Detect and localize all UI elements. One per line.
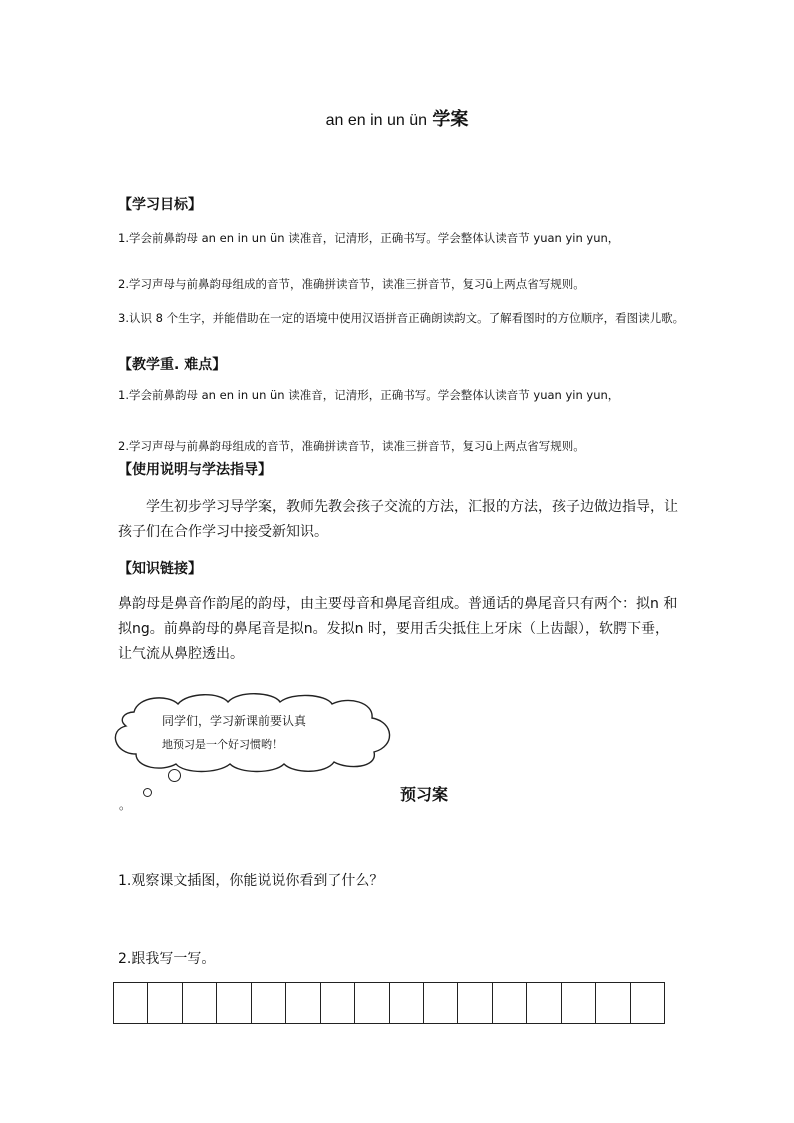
writing-grid-cell xyxy=(630,983,664,1024)
thought-bubble-large xyxy=(168,769,181,782)
writing-grid-cell xyxy=(596,983,630,1024)
question-1: 1.观察课文插图，你能说说你看到了什么？ xyxy=(118,873,384,889)
cloud-text-line-2: 地预习是一个好习惯哟！ xyxy=(162,738,283,751)
cloud-text-line-1: 同学们，学习新课前要认真 xyxy=(162,714,307,728)
writing-grid-cell xyxy=(148,983,182,1024)
thought-cloud-icon xyxy=(104,690,404,775)
writing-grid-cell xyxy=(458,983,492,1024)
writing-grid-cell xyxy=(114,983,148,1024)
key-point-item-2: 2.学习声母与前鼻韵母组成的音节，准确拼读音节，读准三拼音节，复习ü上两点省写规则。 xyxy=(118,439,585,453)
stray-mark: 。 xyxy=(119,798,132,812)
thought-bubble-small xyxy=(143,788,152,797)
key-point-item-1: 1.学会前鼻韵母 an en in un ün 读准音，记清形，正确书写。学会整体认读音节 yuan yin yun， xyxy=(118,388,620,402)
title-pinyin: an en in un ün xyxy=(325,112,427,129)
goal-item-3: 3.认识 8 个生字，并能借助在一定的语境中使用汉语拼音正确朗读韵文。了解看图时的方位顺序，看图读儿歌。 xyxy=(118,311,685,325)
writing-grid-cell xyxy=(320,983,354,1024)
guide-heading: 【使用说明与学法指导】 xyxy=(118,462,272,478)
writing-grid-cell xyxy=(217,983,251,1024)
key-points-heading: 【教学重. 难点】 xyxy=(118,357,227,373)
writing-grid-cell xyxy=(182,983,216,1024)
question-2: 2.跟我写一写。 xyxy=(118,951,216,967)
knowledge-heading: 【知识链接】 xyxy=(118,561,202,577)
writing-grid-row xyxy=(114,983,665,1024)
writing-grid-cell xyxy=(286,983,320,1024)
writing-grid-cell xyxy=(492,983,526,1024)
goal-item-1: 1.学会前鼻韵母 an en in un ün 读准音，记清形，正确书写。学会整体认读音节 yuan yin yun， xyxy=(118,231,620,245)
writing-grid-cell xyxy=(389,983,423,1024)
title-suffix: 学案 xyxy=(432,109,469,130)
knowledge-text: 鼻韵母是鼻音作韵尾的韵母，由主要母音和鼻尾音组成。普通话的鼻尾音只有两个：拟n 和拟ng。前鼻韵母的鼻尾音是拟n。发拟n 时，要用舌尖抵住上牙床（上齿龈），软腭下垂，让气流从鼻腔透出。 xyxy=(118,596,678,662)
writing-grid-cell xyxy=(561,983,595,1024)
goals-heading: 【学习目标】 xyxy=(118,197,202,213)
goal-item-2: 2.学习声母与前鼻韵母组成的音节，准确拼读音节，读准三拼音节，复习ü上两点省写规则。 xyxy=(118,277,585,291)
writing-grid-cell xyxy=(355,983,389,1024)
page-title xyxy=(0,105,794,131)
writing-grid-cell xyxy=(251,983,285,1024)
writing-grid xyxy=(113,982,665,1024)
writing-grid-cell xyxy=(423,983,457,1024)
preview-heading: 预习案 xyxy=(400,785,449,804)
writing-grid-cell xyxy=(527,983,561,1024)
guide-text: 学生初步学习导学案，教师先教会孩子交流的方法，汇报的方法，孩子边做边指导，让孩子们在合作学习中接受新知识。 xyxy=(118,499,678,540)
